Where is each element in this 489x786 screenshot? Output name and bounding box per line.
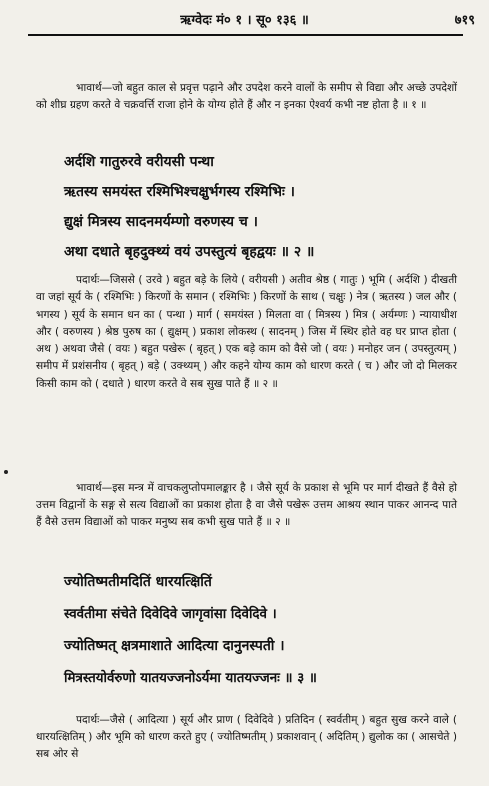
mantra-3-line-3: ज्योतिष्मत् क्षत्रमाशाते आदित्या दानुनस्पती ।	[64, 638, 285, 654]
mantra-2-line-1: अर्दशि गातुरुरवे वरीयसी पन्था	[64, 154, 214, 170]
running-title: ऋग्वेदः मं० १ । सू० १३६ ॥	[180, 13, 309, 28]
header-rule	[28, 34, 463, 36]
mantra-3-line-1: ज्योतिष्मतीमदितिं धारयत्क्षितिं	[64, 574, 212, 590]
bhavartha-1: भावार्थ—जो बहुत काल से प्रवृत्त पढ़ाने और उपदेश करने वालों के समीप से विद्या और अच्छे उपदेशों को शीघ्र ग्रहण करते वे चक्रवर्त्ति राजा होने के योग्य होते हैं और न इनका ऐश्वर्य कभी नष्ट होता है ॥ १ ॥	[36, 82, 457, 111]
padartha-3: पदार्थः—जैसे ( आदित्या ) सूर्य और प्राण ( दिवेदिवे ) प्रतिदिन ( स्वर्वतीम् ) बहुत सुख करने वाले ( धारयत्क्षितिम् ) और भूमि को धारण करते हुए ( ज्योतिष्मतीम् ) प्रकाशवान् ( अदितिम् ) द्युलोक का ( आसचेते ) सब ओर से	[36, 714, 457, 760]
padartha-2: पदार्थः—जिससे ( उरवे ) बहुत बड़े के लिये ( वरीयसी ) अतीव श्रेष्ठ ( गातुः ) भूमि ( अर्दशि ) दीखती वा जहां सूर्य के ( रश्मिभिः ) किरणों के समान ( रश्मिभिः ) किरणों के साथ ( चक्षुः ) नेत्र ( ऋतस्य ) जल और ( भगस्य ) सूर्य के समान धन का ( पन्था ) मार्ग ( समयंस्त ) मिलता वा ( मित्रस्य ) मित्र ( अर्यम्णः ) न्यायाधीश और ( वरुणस्य ) श्रेष्ठ पुरुष का ( द्युक्षम् ) प्रकाश लोकस्थ ( सादनम् ) जिस में स्थिर होते वह घर प्राप्त होता ( अथ ) अथवा जैसे ( वयः ) बहुत पखेरू ( बृहत् ) एक बड़े काम को वैसे जो ( वयः ) मनोहर जन ( उपस्तुत्यम् ) समीप में प्रशंसनीय ( बृहत् ) बड़े ( उक्थ्यम् ) और कहने योग्य काम को धारण करते ( च ) और जो दो मिलकर किसी काम को ( दधाते ) धारण करते वे सब सुख पाते हैं ॥ २ ॥	[36, 274, 457, 390]
mantra-3-line-2: स्वर्वतीमा संचेते दिवेदिवे जागृवांसा दिवेदिवे ।	[64, 607, 277, 622]
mantra-2-line-4: अथा दधाते बृहदुक्थ्यं वयं उपस्तुत्यं बृहद्वयः ॥ २ ॥	[64, 244, 315, 260]
margin-mark	[4, 470, 8, 474]
mantra-2-line-3: द्युक्षं मित्रस्य सादनमर्यम्णो वरुणस्य च ।	[64, 214, 258, 230]
mantra-2-line-2: ऋतस्य समयंस्त रश्मिभिश्चक्षुर्भगस्य रश्मिभिः ।	[64, 184, 295, 200]
page-header	[0, 0, 489, 46]
bhavartha-2: भावार्थ—इस मन्त्र में वाचकलुप्तोपमालङ्कार है । जैसे सूर्य के प्रकाश से भूमि पर मार्ग दीखते हैं वैसे हो उत्तम विद्वानों के सङ्ग से सत्य विद्याओं का प्रकाश होता है वा जैसे पखेरू उत्तम आश्रय स्थान पाकर आनन्द पाते हैं वैसे उत्तम विद्याओं को पाकर मनुष्य सब कभी सुख पाते हैं ॥ २ ॥	[36, 482, 457, 528]
mantra-3-line-4: मित्रस्तयोर्वरुणो यातयज्जनोऽर्यमा यातयज्जनः ॥ ३ ॥	[64, 671, 317, 686]
page-number: ७१९	[454, 13, 475, 28]
